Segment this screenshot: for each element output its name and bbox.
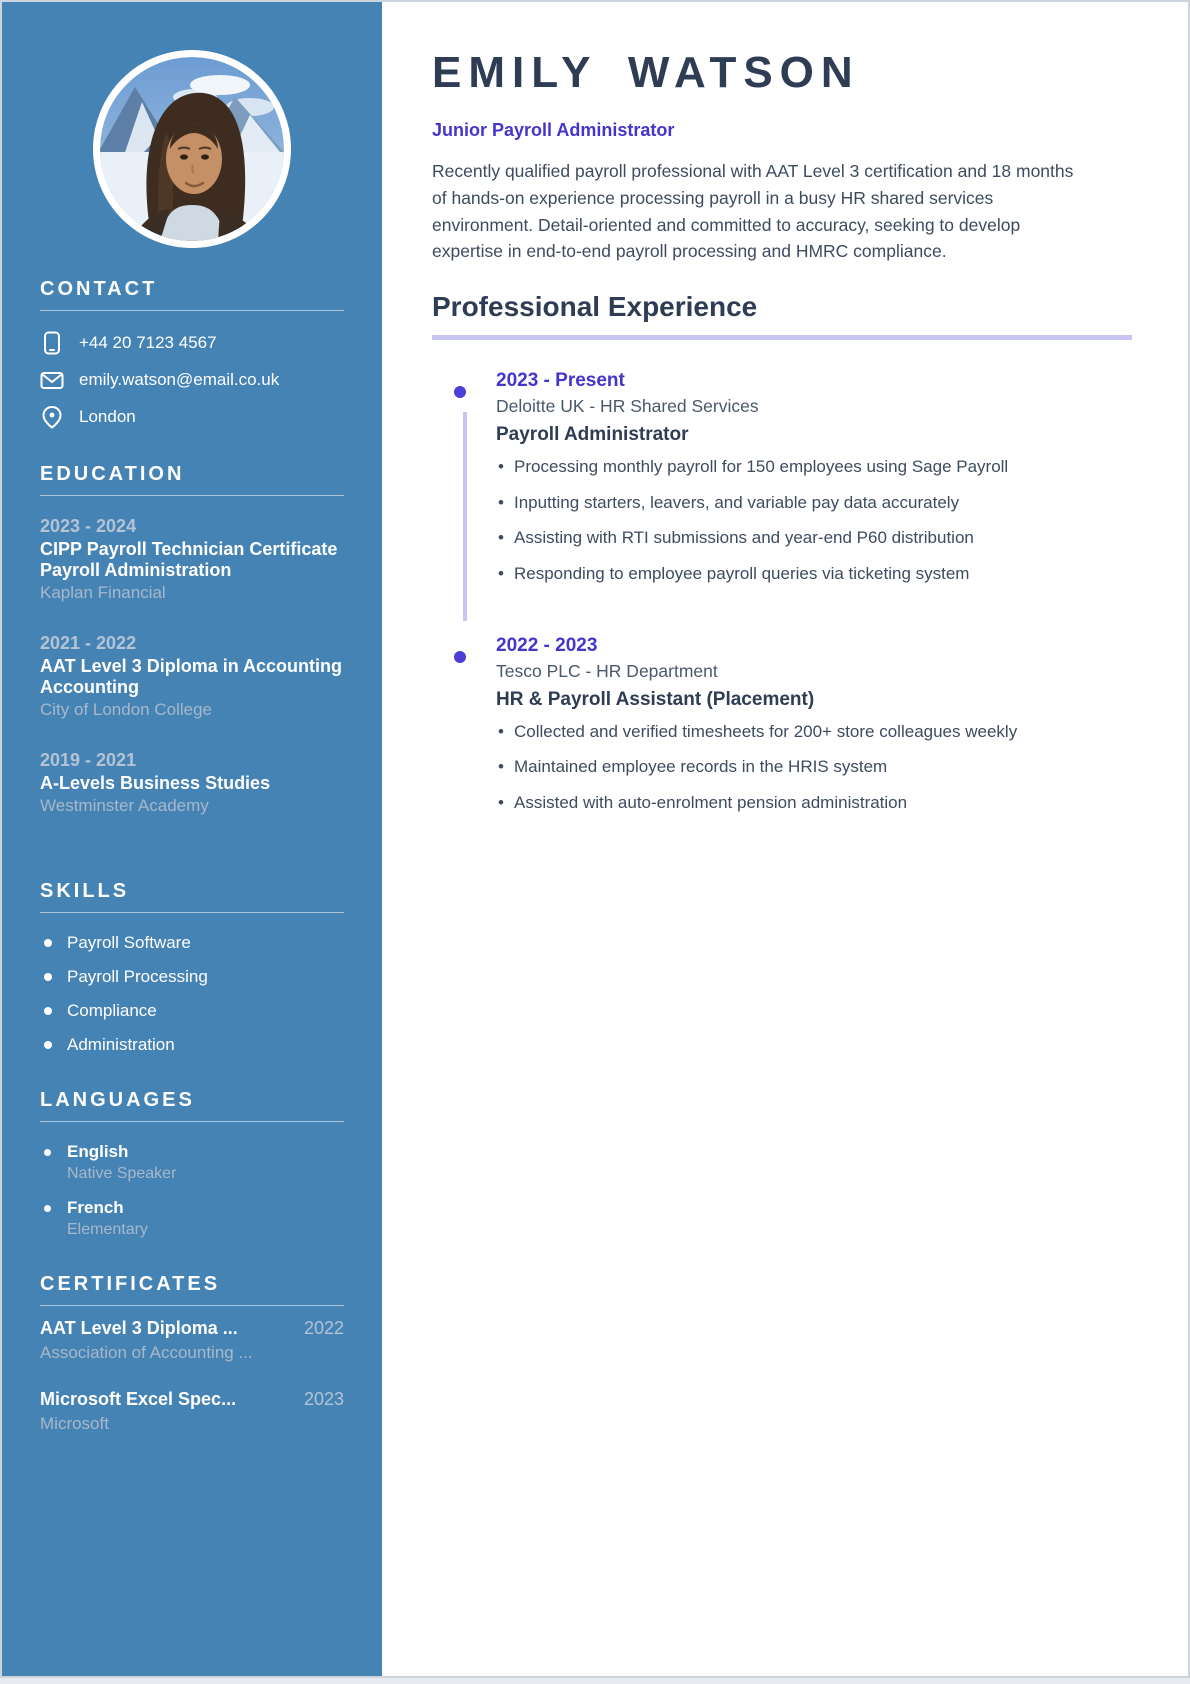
certificate-year: 2022: [303, 1318, 344, 1339]
language-level: Elementary: [67, 1221, 148, 1239]
main-content: [382, 2, 1188, 1676]
contact-item-location: [40, 405, 344, 429]
language-name: French: [67, 1198, 124, 1218]
email-icon: [40, 368, 64, 392]
section-divider: [40, 310, 344, 311]
profile-photo: [93, 50, 291, 248]
job-bullet: • Responding to employee payroll queries via ticketing system: [496, 562, 1041, 587]
education-school: City of London College: [40, 700, 213, 720]
education-entry: [40, 516, 344, 603]
contact-email-value: emily.watson@email.co.uk: [79, 370, 280, 389]
languages-section: [40, 1089, 344, 1239]
job-bullet: • Assisted with auto-enrolment pension administration: [496, 791, 1041, 816]
certificate-row: [40, 1318, 344, 1339]
sidebar: [2, 2, 382, 1676]
person-job-title: Junior Payroll Administrator: [432, 120, 675, 140]
language-level: Native Speaker: [67, 1165, 177, 1183]
timeline-marker-icon: [454, 386, 466, 398]
experience-job: [432, 370, 1132, 587]
profile-photo-illustration: [100, 57, 284, 241]
education-entry: [40, 750, 344, 816]
experience-heading: Professional Experience: [432, 291, 1132, 340]
contact-location-value: London: [79, 407, 136, 426]
section-divider: [40, 1305, 344, 1306]
skills-list: [40, 933, 344, 1055]
language-item: [40, 1142, 344, 1183]
section-divider: [40, 912, 344, 913]
job-dates: 2023 - Present: [496, 370, 625, 392]
job-role: Payroll Administrator: [496, 424, 689, 446]
languages-list: [40, 1142, 344, 1239]
job-bullet: • Assisting with RTI submissions and year-end P60 distribution: [496, 526, 1041, 551]
education-entry: [40, 633, 344, 720]
certificate-entry: [40, 1318, 344, 1363]
contact-item-email: [40, 368, 344, 392]
skill-item: Administration: [40, 1035, 344, 1055]
section-divider: [40, 1121, 344, 1122]
certificate-name: Microsoft Excel Spec...: [40, 1389, 237, 1410]
certificates-section-title: CERTIFICATES: [40, 1273, 221, 1296]
language-item: [40, 1198, 344, 1239]
job-bullet: • Maintained employee records in the HRIS system: [496, 755, 1041, 780]
profile-summary: Recently qualified payroll professional with AAT Level 3 certification and 18 months of hands-on experience processing payroll in a busy HR shared services environment. Detail-oriented and committed to accuracy, seeking to develop expertise in end-to-end payroll processing and HMRC compliance.: [432, 161, 1074, 262]
certificate-entry: [40, 1389, 344, 1434]
job-company: Tesco PLC - HR Department: [496, 660, 718, 681]
education-dates: 2023 - 2024: [40, 516, 137, 536]
education-degree: A-Levels Business Studies: [40, 773, 271, 794]
contact-section-title: CONTACT: [40, 278, 158, 300]
education-degree: CIPP Payroll Technician Certificate Payroll Administration: [40, 539, 338, 581]
section-divider: [40, 495, 344, 496]
job-bullet: • Processing monthly payroll for 150 employees using Sage Payroll: [496, 455, 1041, 480]
certificate-name: AAT Level 3 Diploma ...: [40, 1318, 238, 1339]
certificate-row: [40, 1389, 344, 1410]
education-school: Kaplan Financial: [40, 583, 166, 603]
education-section-title: EDUCATION: [40, 463, 185, 485]
education-school: Westminster Academy: [40, 796, 209, 816]
skill-item: Compliance: [40, 1001, 344, 1021]
skill-item: Payroll Software: [40, 933, 344, 953]
contact-phone-value: +44 20 7123 4567: [79, 333, 217, 352]
phone-icon: [40, 331, 64, 355]
languages-section-title: LANGUAGES: [40, 1089, 195, 1112]
certificate-year: 2023: [303, 1389, 344, 1410]
contact-item-phone: [40, 331, 344, 355]
job-role: HR & Payroll Assistant (Placement): [496, 688, 815, 710]
job-company: Deloitte UK - HR Shared Services: [496, 396, 759, 417]
location-pin-icon: [40, 405, 64, 429]
job-bullet: • Collected and verified timesheets for 200+ store colleagues weekly: [496, 720, 1041, 745]
education-dates: 2021 - 2022: [40, 633, 137, 654]
job-bullet-list: [496, 455, 1132, 587]
skill-item: Payroll Processing: [40, 967, 344, 987]
experience-timeline: [432, 370, 1132, 815]
experience-job: [432, 635, 1132, 816]
skills-section: [40, 880, 344, 1055]
timeline-marker-icon: [454, 651, 466, 663]
certificates-section: [40, 1273, 344, 1434]
education-section: [40, 463, 344, 816]
job-bullet: • Inputting starters, leavers, and variable pay data accurately: [496, 491, 1041, 516]
job-dates: 2022 - 2023: [496, 634, 598, 656]
certificate-issuer: Microsoft: [40, 1414, 109, 1434]
skills-section-title: SKILLS: [40, 880, 130, 903]
job-bullet-list: [496, 720, 1132, 816]
certificate-issuer: Association of Accounting ...: [40, 1343, 253, 1363]
person-name: EMILY WATSON: [432, 48, 860, 97]
education-degree: AAT Level 3 Diploma in Accounting Accounting: [40, 656, 343, 698]
language-name: English: [67, 1142, 129, 1162]
education-dates: 2019 - 2021: [40, 750, 137, 771]
contact-section: [40, 278, 344, 429]
